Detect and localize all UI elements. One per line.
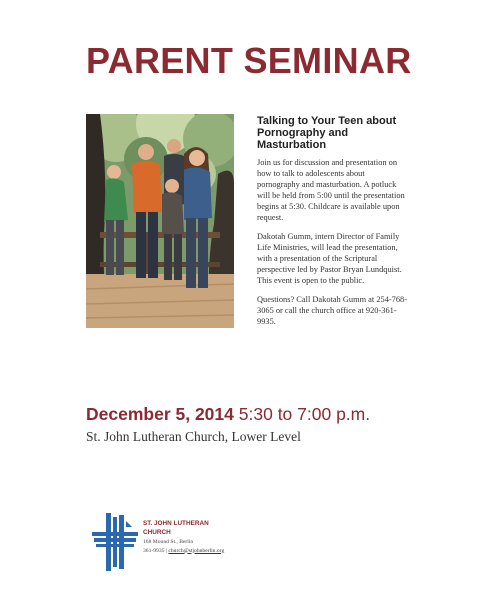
church-address: 168 Mound St., Berlin xyxy=(143,539,194,545)
article-paragraph-presenters: Dakotah Gumm, intern Director of Family Life Ministries, will lead the presentation, with a presentation of the Scriptural perspective led by Pastor Bryan Lundquist. This event is open to the public. xyxy=(257,232,402,285)
event-location: St. John Lutheran Church, Lower Level xyxy=(86,429,301,444)
separator: | xyxy=(165,547,167,554)
church-phone-email-line xyxy=(143,547,253,556)
event-time: 5:30 to 7:00 p.m. xyxy=(238,404,371,424)
page-title: PARENT SEMINAR xyxy=(86,40,412,81)
article xyxy=(257,115,409,335)
event-date: December 5, 2014 xyxy=(86,404,234,424)
church-contact xyxy=(143,538,253,555)
church-name: ST. JOHN LUTHERAN CHURCH xyxy=(143,520,209,536)
church-phone: 361-9935 xyxy=(143,547,165,554)
family-group-photo xyxy=(86,114,234,328)
article-heading: Talking to Your Teen about Pornography and Masturbation xyxy=(257,115,397,151)
article-paragraph-contact: Questions? Call Dakotah Gumm at 254-768-3065 or call the church office at 920-361-9935. xyxy=(257,295,408,326)
church-cross-logo-icon xyxy=(92,513,138,571)
article-paragraph-intro: Join us for discussion and presentation on how to talk to adolescents about pornography and masturbation. A potluck will be held from 5:00 until the presentation begins at 5:30. Childcare is available upon request. xyxy=(257,158,405,222)
event-date-time xyxy=(86,404,370,425)
church-email-link[interactable]: church@stjohnberlin.org xyxy=(168,547,225,554)
